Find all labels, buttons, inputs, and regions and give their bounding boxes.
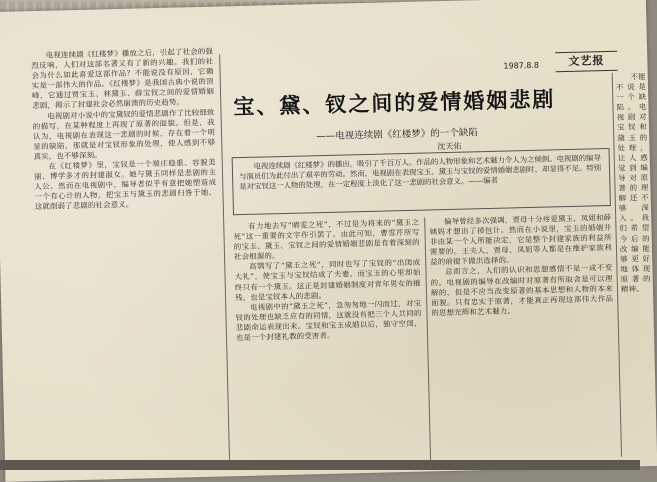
left-article-column xyxy=(31,47,223,471)
right-article-column xyxy=(429,213,617,461)
editor-summary-box xyxy=(232,148,611,215)
middle-paragraph: 电视剧中的“黛玉之死”，急匆匆地一闪而过，对宝钗的处理也缺乏应有的同情，这就没有把三个人共同的悲剧命运表现出来。宝钗和宝玉成婚以后，独守空闺，也是一个封建礼教的受害者。 xyxy=(235,298,422,343)
middle-paragraph: 有力地去写“晴雯之死”，不过是为将来的“黛玉之死”这一重要的文字作引罢了。由此可知，曹雪芹所写的宝玉、黛玉、宝钗之间的爱情婚姻悲剧是有着深刻的社会根源的。 xyxy=(233,217,420,262)
article-byline: 沈天佑 xyxy=(437,141,462,152)
left-paragraph: 电视连续剧《红楼梦》播放之后，引起了社会的强烈反响，人们对这部名著又有了新的兴趣。我们的社会为什么如此喜爱这部作品？不能说没有原因，它确实是一部伟大的作品。《红楼梦》是我国古典小说的顶峰，它通过贾宝玉、林黛玉、薛宝钗之间的爱情婚姻悲剧，揭示了封建社会必然崩溃的历史趋势。 xyxy=(31,46,215,111)
middle-paragraph: 高鹗写了“黛玉之死”，同时也写了宝钗的“出闺成大礼”，使宝玉与宝钗结成了夫妻。而宝玉的心里却始终只有一个黛玉。这正是封建婚姻制度对青年男女的摧残，也是宝钗本人的悲剧。 xyxy=(234,258,421,302)
right-paragraph: 偏导曾经多次强调，贾母十分疼爱黛玉，凤姐和薛姨妈才想出了掉包计。然而在小说里，宝玉的婚姻并非由某一个人所能决定，它是整个封建家族的利益所需要的。王夫人、贾母、凤姐等人都是在维护家族利益的前提下做出选择的。 xyxy=(429,212,613,267)
article-headline: 宝、黛、钗之间的爱情婚姻悲剧 xyxy=(233,87,556,120)
editor-summary-text: 电视连续剧《红楼梦》的播出，吸引了千百万人。作品的人物形象和艺术魅力令人为之倾倒。电视剧的编导与演员们为此付出了艰辛的劳动。然而，电视剧在表现宝玉、黛玉与宝钗的爱情婚姻悲剧时，却显得不足。特别是对宝钗这一人物的处理，在一定程度上淡化了这一悲剧的社会意义。——编者 xyxy=(238,153,602,192)
edge-article-column xyxy=(616,72,655,457)
issue-date: 1987.8.8 xyxy=(503,60,540,71)
edge-paragraph: 不能不说是一个缺陷。电视剧对宝钗和黛玉的处理，让人感觉到编导对原著的理解还不够深入。我们希望今后的改编能够更好地体现原著的精神。 xyxy=(615,72,651,294)
right-paragraph: 总而言之，人们的认识和思想感情不是一成不变的。电视剧的编导在改编时对原著有所取舍是可以理解的，但是不应当改变原著的基本思想和人物的本来面貌。只有忠实于原著，才能真正再现这部伟大作品的思想光辉和艺术魅力。 xyxy=(430,263,614,318)
masthead-title: 文艺报 xyxy=(555,51,617,73)
left-paragraph: 在《红楼梦》里，宝钗是一个端庄稳重、容貌美丽、博学多才的封建淑女。她与黛玉同样是悲剧的主人公。然而在电视剧中，编导者似乎有意把她塑造成一个有心计的人物，把宝玉与黛玉的悲剧归咎于她，这就削弱了悲剧的社会意义。 xyxy=(33,157,217,212)
left-paragraph: 电视剧对小说中的宝黛钗的爱情悲剧作了比较细致的描写，在某种程度上再现了原著的面貌。但是，我认为，电视剧在表现这一悲剧的时候，存在着一个明显的缺陷，那就是对宝钗形象的处理，使人感到不够真实，也不够深刻。 xyxy=(32,107,216,162)
bottom-shadow-band xyxy=(0,460,640,470)
middle-article-column xyxy=(233,218,425,466)
article-subheadline: ——电视连续剧《红楼梦》的一个缺陷 xyxy=(316,127,478,143)
